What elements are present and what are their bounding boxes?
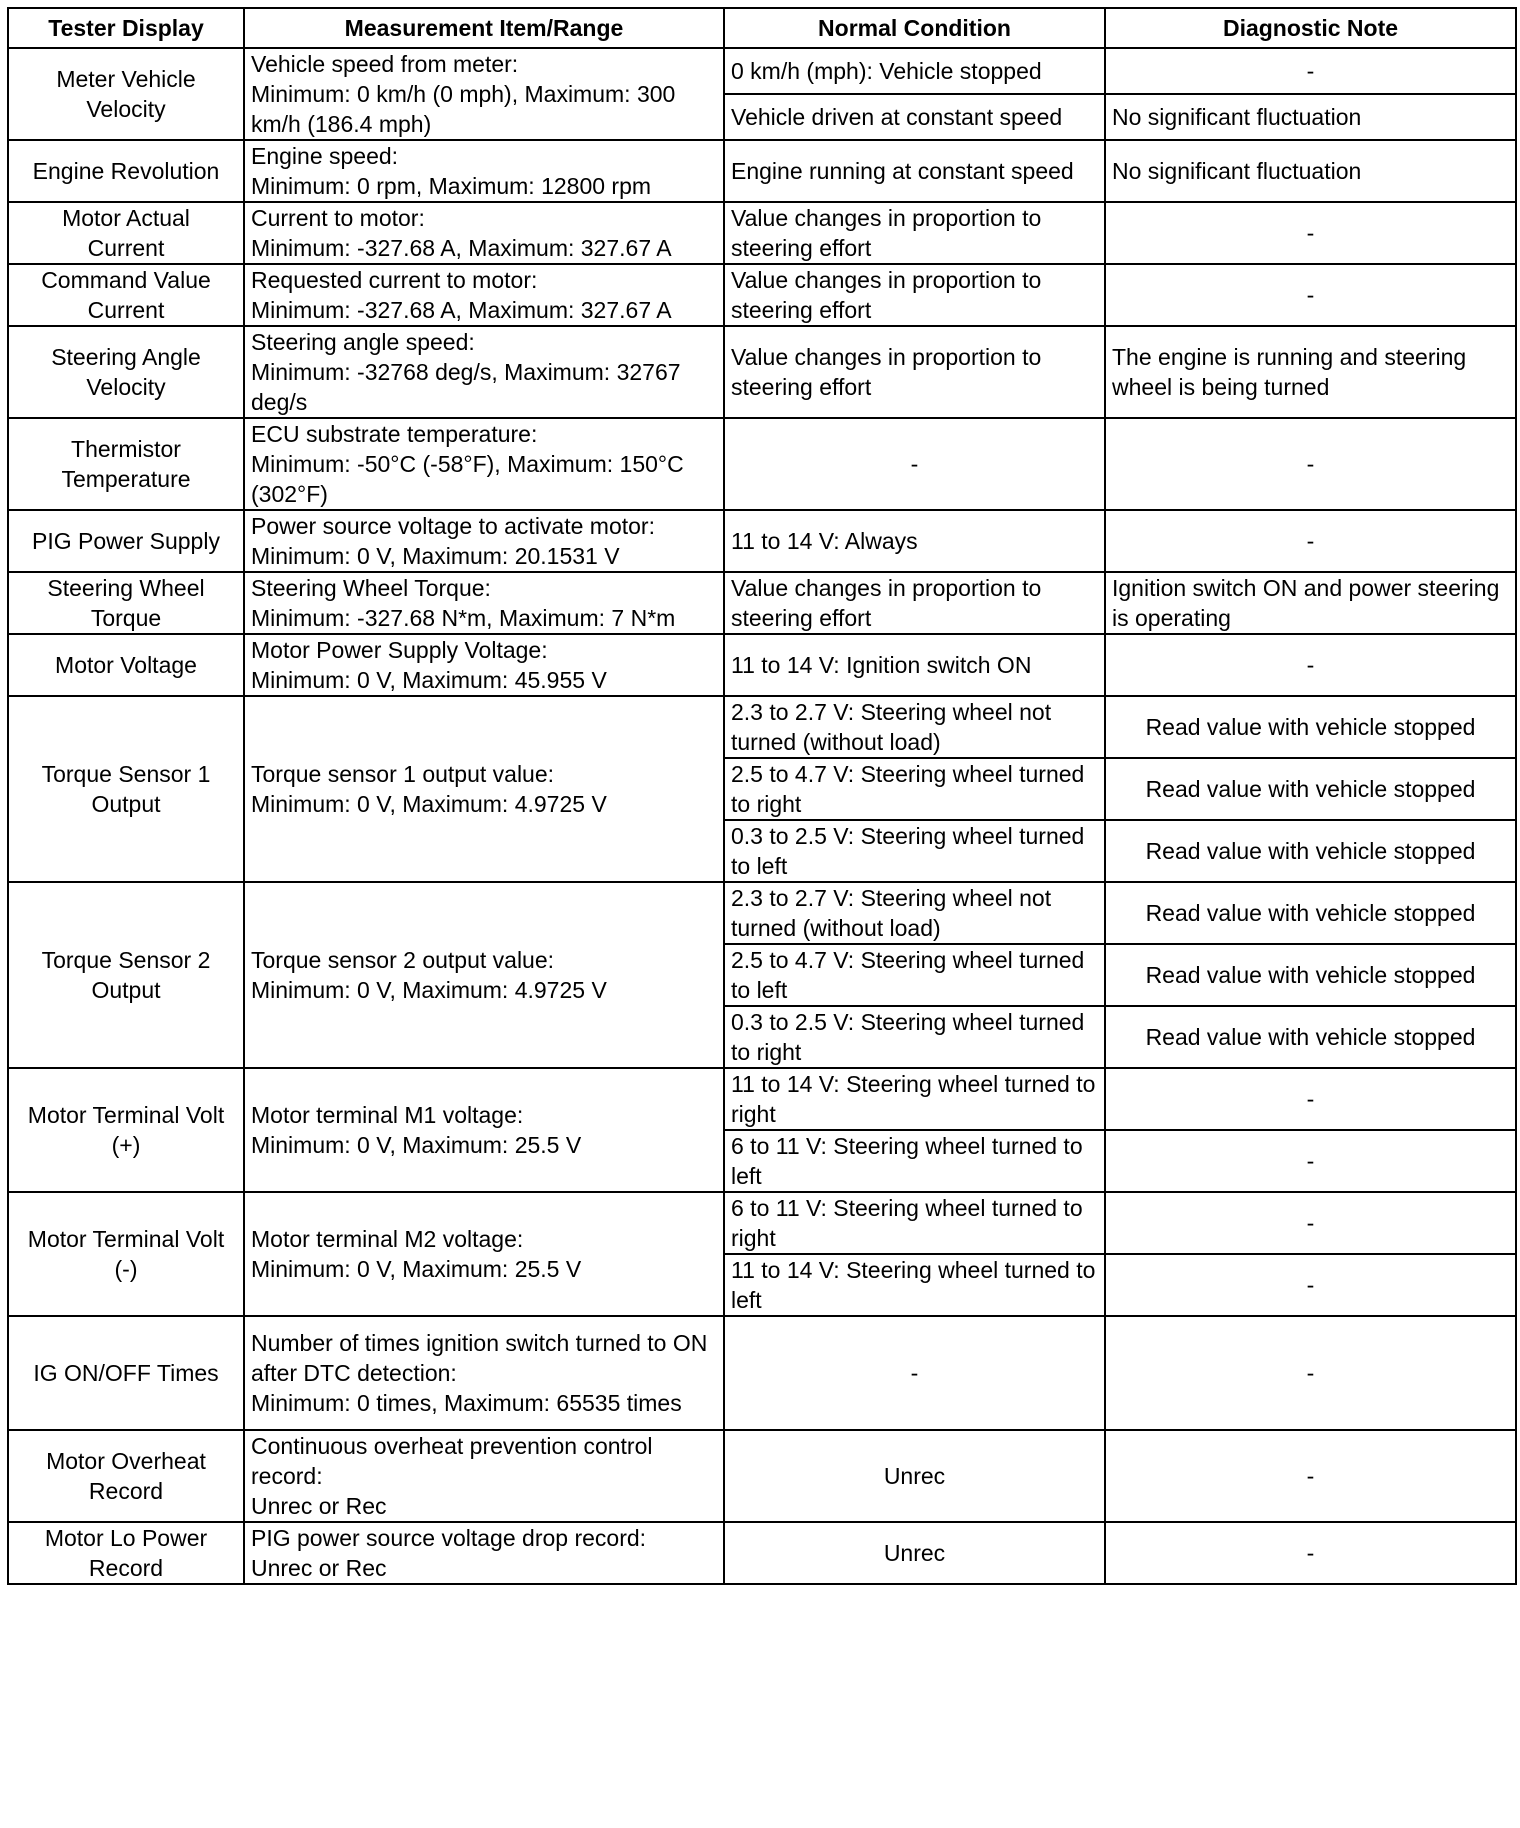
diagnostic-note-cell: - [1105, 1068, 1516, 1130]
normal-condition-cell: 0 km/h (mph): Vehicle stopped [724, 48, 1105, 94]
table-row [8, 202, 1516, 264]
diagnostic-note-cell: The engine is running and steering wheel is being turned [1105, 326, 1516, 418]
tester-display-cell: Motor Voltage [8, 634, 244, 696]
diagnostic-note-cell: No significant fluctuation [1105, 140, 1516, 202]
measurement-range-cell: Vehicle speed from meter: Minimum: 0 km/h (0 mph), Maximum: 300 km/h (186.4 mph) [244, 48, 724, 140]
normal-condition-cell: Value changes in proportion to steering effort [724, 202, 1105, 264]
tester-display-cell: Motor Terminal Volt (-) [8, 1192, 244, 1316]
diagnostic-note-cell: - [1105, 1430, 1516, 1522]
tester-display-cell: Motor Terminal Volt (+) [8, 1068, 244, 1192]
diagnostic-note-cell: - [1105, 264, 1516, 326]
measurement-range-cell: Continuous overheat prevention control record: Unrec or Rec [244, 1430, 724, 1522]
tester-display-cell: Motor Lo Power Record [8, 1522, 244, 1584]
measurement-range-cell: Steering Wheel Torque: Minimum: -327.68 N*m, Maximum: 7 N*m [244, 572, 724, 634]
table-row [8, 1316, 1516, 1430]
header-tester-display: Tester Display [8, 8, 244, 48]
table-row [8, 418, 1516, 510]
diagnostic-note-cell: - [1105, 1130, 1516, 1192]
diagnostic-note-cell: Read value with vehicle stopped [1105, 696, 1516, 758]
table-row [8, 634, 1516, 696]
diagnostic-note-cell: Read value with vehicle stopped [1105, 820, 1516, 882]
table-row [8, 1068, 1516, 1130]
normal-condition-cell: 11 to 14 V: Always [724, 510, 1105, 572]
normal-condition-cell: Vehicle driven at constant speed [724, 94, 1105, 140]
measurement-range-cell: Requested current to motor: Minimum: -327.68 A, Maximum: 327.67 A [244, 264, 724, 326]
measurement-range-cell: PIG power source voltage drop record: Unrec or Rec [244, 1522, 724, 1584]
table-row [8, 1522, 1516, 1584]
normal-condition-cell: - [724, 418, 1105, 510]
tester-display-cell: Motor Actual Current [8, 202, 244, 264]
table-row [8, 696, 1516, 758]
diagnostic-note-cell: Read value with vehicle stopped [1105, 758, 1516, 820]
diagnostic-note-cell: Read value with vehicle stopped [1105, 1006, 1516, 1068]
table-row [8, 1192, 1516, 1254]
tester-display-cell: Command Value Current [8, 264, 244, 326]
normal-condition-cell: 6 to 11 V: Steering wheel turned to left [724, 1130, 1105, 1192]
normal-condition-cell: Unrec [724, 1430, 1105, 1522]
tester-display-cell: Thermistor Temperature [8, 418, 244, 510]
tester-display-cell: Motor Overheat Record [8, 1430, 244, 1522]
diagnostic-note-cell: Read value with vehicle stopped [1105, 944, 1516, 1006]
normal-condition-cell: 2.3 to 2.7 V: Steering wheel not turned (without load) [724, 696, 1105, 758]
normal-condition-cell: 2.5 to 4.7 V: Steering wheel turned to right [724, 758, 1105, 820]
header-row [8, 8, 1516, 48]
normal-condition-cell: Value changes in proportion to steering effort [724, 326, 1105, 418]
normal-condition-cell: 2.5 to 4.7 V: Steering wheel turned to left [724, 944, 1105, 1006]
tester-display-cell: Steering Wheel Torque [8, 572, 244, 634]
header-measurement-item: Measurement Item/Range [244, 8, 724, 48]
measurement-range-cell: Steering angle speed: Minimum: -32768 deg/s, Maximum: 32767 deg/s [244, 326, 724, 418]
diagnostic-note-cell: - [1105, 510, 1516, 572]
measurement-range-cell: ECU substrate temperature: Minimum: -50°C (-58°F), Maximum: 150°C (302°F) [244, 418, 724, 510]
normal-condition-cell: 0.3 to 2.5 V: Steering wheel turned to right [724, 1006, 1105, 1068]
table-row [8, 572, 1516, 634]
header-normal-condition: Normal Condition [724, 8, 1105, 48]
measurement-range-cell: Motor Power Supply Voltage: Minimum: 0 V, Maximum: 45.955 V [244, 634, 724, 696]
normal-condition-cell: Value changes in proportion to steering effort [724, 264, 1105, 326]
tester-display-cell: IG ON/OFF Times [8, 1316, 244, 1430]
normal-condition-cell: 6 to 11 V: Steering wheel turned to right [724, 1192, 1105, 1254]
data-list-table [7, 7, 1517, 1585]
table-row [8, 140, 1516, 202]
diagnostic-note-cell: - [1105, 1316, 1516, 1430]
diagnostic-note-cell: No significant fluctuation [1105, 94, 1516, 140]
diagnostic-note-cell: - [1105, 1522, 1516, 1584]
tester-display-cell: Meter Vehicle Velocity [8, 48, 244, 140]
normal-condition-cell: Value changes in proportion to steering effort [724, 572, 1105, 634]
measurement-range-cell: Motor terminal M1 voltage: Minimum: 0 V, Maximum: 25.5 V [244, 1068, 724, 1192]
table-row [8, 882, 1516, 944]
table-row [8, 1430, 1516, 1522]
measurement-range-cell: Engine speed: Minimum: 0 rpm, Maximum: 12800 rpm [244, 140, 724, 202]
normal-condition-cell: 0.3 to 2.5 V: Steering wheel turned to left [724, 820, 1105, 882]
diagnostic-note-cell: - [1105, 48, 1516, 94]
tester-display-cell: Engine Revolution [8, 140, 244, 202]
normal-condition-cell: 11 to 14 V: Steering wheel turned to right [724, 1068, 1105, 1130]
tester-display-cell: Torque Sensor 2 Output [8, 882, 244, 1068]
table-row [8, 48, 1516, 94]
normal-condition-cell: 11 to 14 V: Steering wheel turned to left [724, 1254, 1105, 1316]
tester-display-cell: Torque Sensor 1 Output [8, 696, 244, 882]
normal-condition-cell: Engine running at constant speed [724, 140, 1105, 202]
measurement-range-cell: Torque sensor 2 output value: Minimum: 0 V, Maximum: 4.9725 V [244, 882, 724, 1068]
normal-condition-cell: 11 to 14 V: Ignition switch ON [724, 634, 1105, 696]
diagnostic-note-cell: Read value with vehicle stopped [1105, 882, 1516, 944]
table-row [8, 510, 1516, 572]
measurement-range-cell: Motor terminal M2 voltage: Minimum: 0 V, Maximum: 25.5 V [244, 1192, 724, 1316]
diagnostic-note-cell: - [1105, 634, 1516, 696]
diagnostic-note-cell: - [1105, 1254, 1516, 1316]
diagnostic-note-cell: Ignition switch ON and power steering is operating [1105, 572, 1516, 634]
measurement-range-cell: Number of times ignition switch turned to ON after DTC detection: Minimum: 0 times, Maximum: 65535 times [244, 1316, 724, 1430]
diagnostic-note-cell: - [1105, 418, 1516, 510]
tester-display-cell: PIG Power Supply [8, 510, 244, 572]
diagnostic-note-cell: - [1105, 1192, 1516, 1254]
normal-condition-cell: 2.3 to 2.7 V: Steering wheel not turned (without load) [724, 882, 1105, 944]
header-diagnostic-note: Diagnostic Note [1105, 8, 1516, 48]
measurement-range-cell: Current to motor: Minimum: -327.68 A, Maximum: 327.67 A [244, 202, 724, 264]
tester-display-cell: Steering Angle Velocity [8, 326, 244, 418]
measurement-range-cell: Torque sensor 1 output value: Minimum: 0 V, Maximum: 4.9725 V [244, 696, 724, 882]
table-row [8, 326, 1516, 418]
diagnostic-note-cell: - [1105, 202, 1516, 264]
normal-condition-cell: - [724, 1316, 1105, 1430]
normal-condition-cell: Unrec [724, 1522, 1105, 1584]
measurement-range-cell: Power source voltage to activate motor: Minimum: 0 V, Maximum: 20.1531 V [244, 510, 724, 572]
table-row [8, 264, 1516, 326]
